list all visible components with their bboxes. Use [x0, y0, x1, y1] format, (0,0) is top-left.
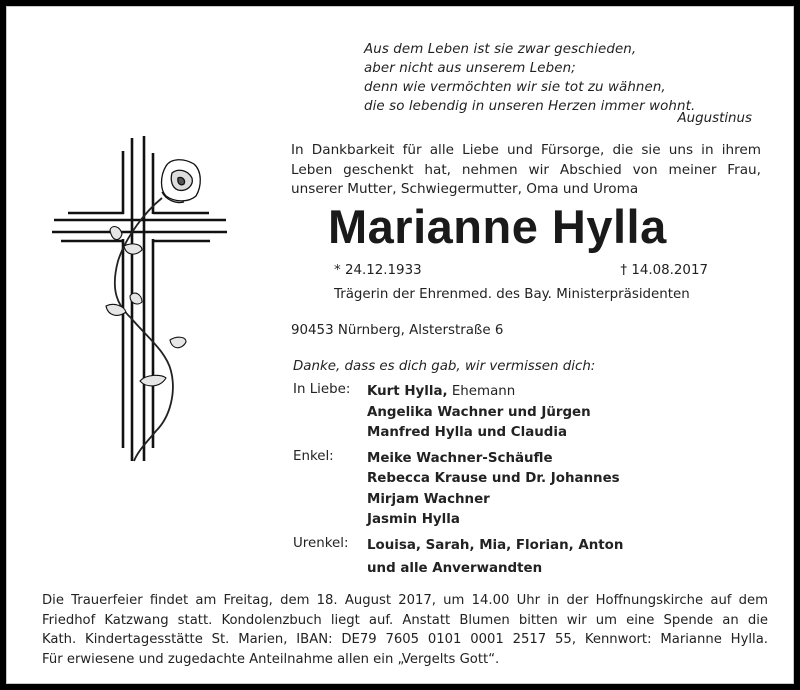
family-group-enkel — [293, 449, 623, 531]
honor-text: Trägerin der Ehrenmed. des Bay. Ministerpräsidenten — [334, 287, 690, 302]
family-label: In Liebe: — [293, 382, 351, 397]
quote — [364, 40, 695, 116]
death-date: † 14.08.2017 — [620, 263, 708, 278]
family-label: Enkel: — [293, 448, 334, 464]
footer-line: Kath. Kindertagesstätte St. Marien, IBAN: DE79 7605 0101 0001 2517 55, Kennwort: Marianne Hylla. — [42, 632, 768, 647]
footer-line: Die Trauerfeier findet am Freitag, dem 18. August 2017, um 14.00 Uhr in der Hoffnungskirche auf dem — [42, 593, 768, 608]
family-names — [367, 449, 620, 531]
family-row: Mirjam Wachner — [367, 491, 490, 507]
intro-line: Leben geschenkt hat, nehmen wir Abschied von meiner Frau, — [291, 161, 761, 178]
family-row: Angelika Wachner und Jürgen — [367, 404, 591, 420]
footer-line: Für erwiesene und zugedachte Anteilnahme allen ein „Vergelts Gott“. — [42, 651, 500, 667]
family-row: Louisa, Sarah, Mia, Florian, Anton — [367, 537, 624, 553]
quote-author: Augustinus — [677, 111, 752, 126]
footer-line: Friedhof Katzwang statt. Kondolenzbuch liegt auf. Anstatt Blumen bitten wir um eine Spende an die — [42, 612, 768, 628]
family-names — [367, 536, 623, 580]
deceased-name: Marianne Hylla — [328, 200, 667, 253]
family-names — [367, 382, 591, 444]
family-row — [367, 382, 591, 403]
intro-line: unserer Mutter, Schwiegermutter, Oma und Uroma — [291, 181, 639, 197]
birth-date: * 24.12.1933 — [334, 263, 422, 278]
family-row: Rebecca Krause und Dr. Johannes — [367, 471, 620, 486]
family-group-urenkel — [293, 536, 623, 580]
family-row: Manfred Hylla und Claudia — [367, 425, 567, 440]
spouse-name: Kurt Hylla, — [367, 384, 448, 399]
family-list — [293, 382, 623, 585]
spouse-relation: Ehemann — [447, 384, 516, 399]
family-row: und alle Anverwandten — [367, 561, 543, 576]
intro-line: In Dankbarkeit für alle Liebe und Fürsorge, die sie uns in ihrem — [291, 142, 761, 158]
family-row: Jasmin Hylla — [367, 512, 460, 527]
family-row: Meike Wachner-Schäufle — [367, 450, 553, 466]
obituary-notice — [6, 6, 794, 684]
cross-with-rose-icon — [46, 131, 236, 466]
funeral-info — [42, 591, 768, 669]
family-group-in-liebe — [293, 382, 623, 444]
quote-line: die so lebendig in unseren Herzen immer wohnt. — [364, 99, 696, 114]
quote-line: Aus dem Leben ist sie zwar geschieden, — [364, 42, 637, 57]
quote-line: aber nicht aus unserem Leben; — [364, 61, 576, 76]
address: 90453 Nürnberg, Alsterstraße 6 — [291, 323, 504, 338]
quote-line: denn wie vermöchten wir sie tot zu wähnen, — [364, 80, 666, 95]
family-label: Urenkel: — [293, 535, 349, 551]
thanks-text: Danke, dass es dich gab, wir vermissen dich: — [293, 359, 596, 374]
intro-text — [291, 141, 761, 200]
